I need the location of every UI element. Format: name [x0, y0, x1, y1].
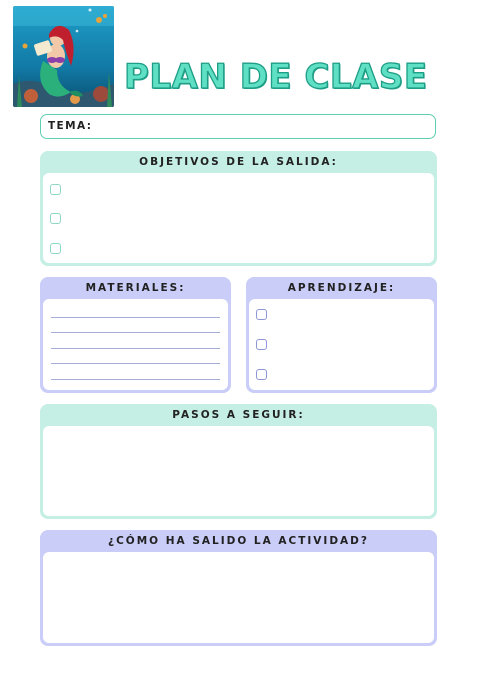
objetivo-checkbox-3[interactable] [50, 243, 61, 254]
pasos-card [40, 404, 437, 519]
materiales-card [40, 277, 231, 393]
materiales-line-3[interactable] [51, 348, 220, 349]
aprendizaje-body [249, 299, 434, 390]
pasos-heading: PASOS A SEGUIR: [172, 409, 305, 421]
aprendizaje-checkbox-2[interactable] [256, 339, 267, 350]
materiales-line-2[interactable] [51, 332, 220, 333]
tema-field[interactable] [40, 114, 436, 139]
aprendizaje-checkbox-1[interactable] [256, 309, 267, 320]
objetivos-card [40, 151, 437, 266]
aprendizaje-card [246, 277, 437, 393]
page-title: PLAN DE CLASE [124, 57, 428, 97]
materiales-body [43, 299, 228, 390]
objetivos-body [43, 173, 434, 263]
materiales-heading: MATERIALES: [85, 282, 186, 294]
actividad-body[interactable] [43, 552, 434, 643]
materiales-line-4[interactable] [51, 363, 220, 364]
objetivo-checkbox-1[interactable] [50, 184, 61, 195]
aprendizaje-checkbox-3[interactable] [256, 369, 267, 380]
objetivo-checkbox-2[interactable] [50, 213, 61, 224]
pasos-body[interactable] [43, 426, 434, 516]
materiales-line-5[interactable] [51, 379, 220, 380]
actividad-heading: ¿CÓMO HA SALIDO LA ACTIVIDAD? [108, 535, 369, 547]
mermaid-illustration [13, 6, 114, 107]
aprendizaje-heading: APRENDIZAJE: [287, 282, 396, 294]
tema-label: TEMA: [48, 120, 93, 132]
objetivos-heading: OBJETIVOS DE LA SALIDA: [139, 156, 338, 168]
materiales-line-1[interactable] [51, 317, 220, 318]
actividad-card [40, 530, 437, 646]
